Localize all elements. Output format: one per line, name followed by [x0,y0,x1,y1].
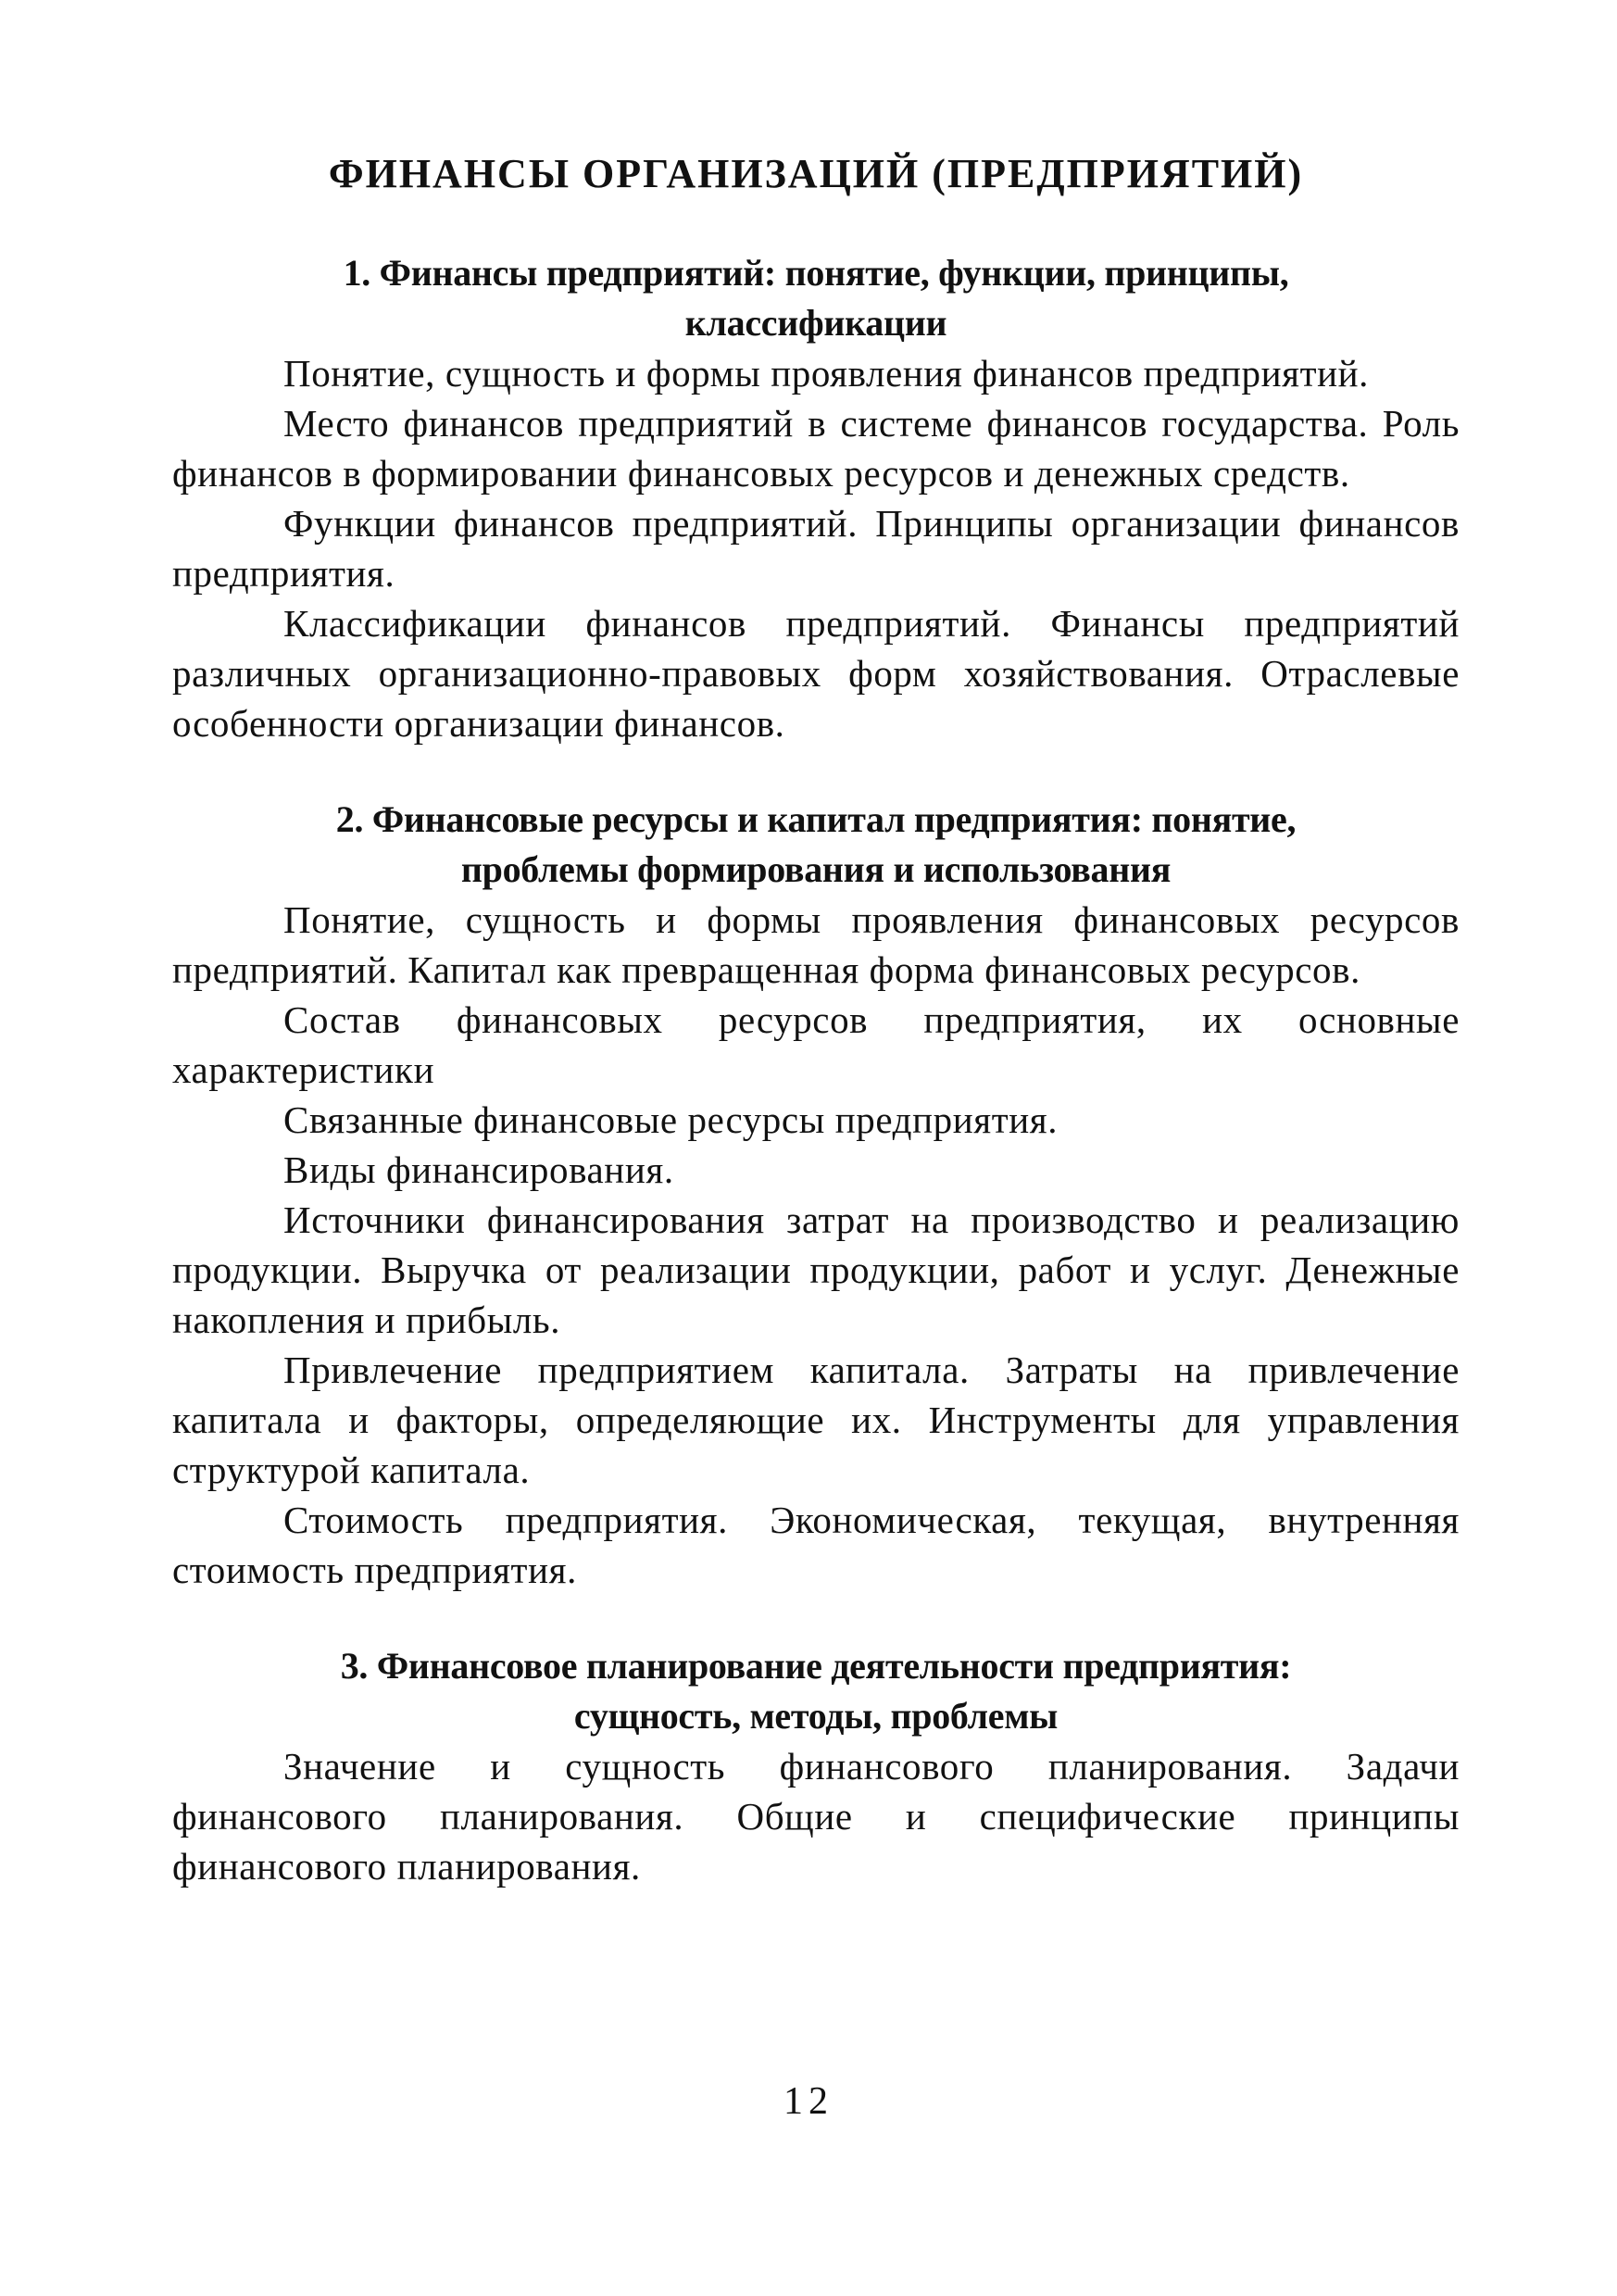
paragraph: Привлечение предприятием капитала. Затраты на привлечение капитала и факторы, определяющие их. Инструменты для управления структурой капитала. [172,1349,1460,1491]
paragraph: Источники финансирования затрат на производство и реализацию продукции. Выручка от реализации продукции, работ и услуг. Денежные накопления и прибыль. [172,1198,1460,1341]
paragraph: Значение и сущность финансового планирования. Задачи финансового планирования. Общие и специфические принципы финансового планирования. [172,1745,1460,1888]
section-title [172,248,1460,348]
page-number: 12 [783,2080,834,2123]
section-2 [172,795,1460,1595]
paragraph: Функции финансов предприятий. Принципы организации финансов предприятия. [172,502,1460,595]
paragraph: Понятие, сущность и формы проявления финансов предприятий. [283,352,1370,395]
section-title-line: 3. Финансовое планирование деятельности предприятия: [340,1645,1292,1687]
section-title-line: 1. Финансы предприятий: понятие, функции, принципы, [343,252,1289,294]
paragraph: Место финансов предприятий в системе финансов государства. Роль финансов в формировании финансовых ресурсов и денежных средств. [172,402,1460,495]
section-title [172,1641,1460,1741]
paragraph: Виды финансирования. [283,1148,674,1191]
document-title: ФИНАНСЫ ОРГАНИЗАЦИЙ (ПРЕДПРИЯТИЙ) [328,151,1304,196]
paragraph: Понятие, сущность и формы проявления финансовых ресурсов предприятий. Капитал как превращенная форма финансовых ресурсов. [172,898,1460,991]
section-title-line: классификации [684,302,947,344]
section-3 [172,1641,1460,1891]
section-title-line: сущность, методы, проблемы [573,1695,1059,1737]
paragraph: Связанные финансовые ресурсы предприятия. [283,1098,1059,1141]
paragraph: Состав финансовых ресурсов предприятия, их основные характеристики [172,998,1460,1091]
section-title-line: 2. Финансовые ресурсы и капитал предприятия: понятие, [335,798,1297,840]
page-content [172,148,1460,1938]
section-title [172,795,1460,895]
section-1 [172,248,1460,748]
section-title-line: проблемы формирования и использования [460,848,1172,890]
paragraph: Классификации финансов предприятий. Финансы предприятий различных организационно-правовых форм хозяйствования. Отраслевые особенности организации финансов. [172,602,1460,745]
paragraph: Стоимость предприятия. Экономическая, текущая, внутренняя стоимость предприятия. [172,1499,1460,1591]
